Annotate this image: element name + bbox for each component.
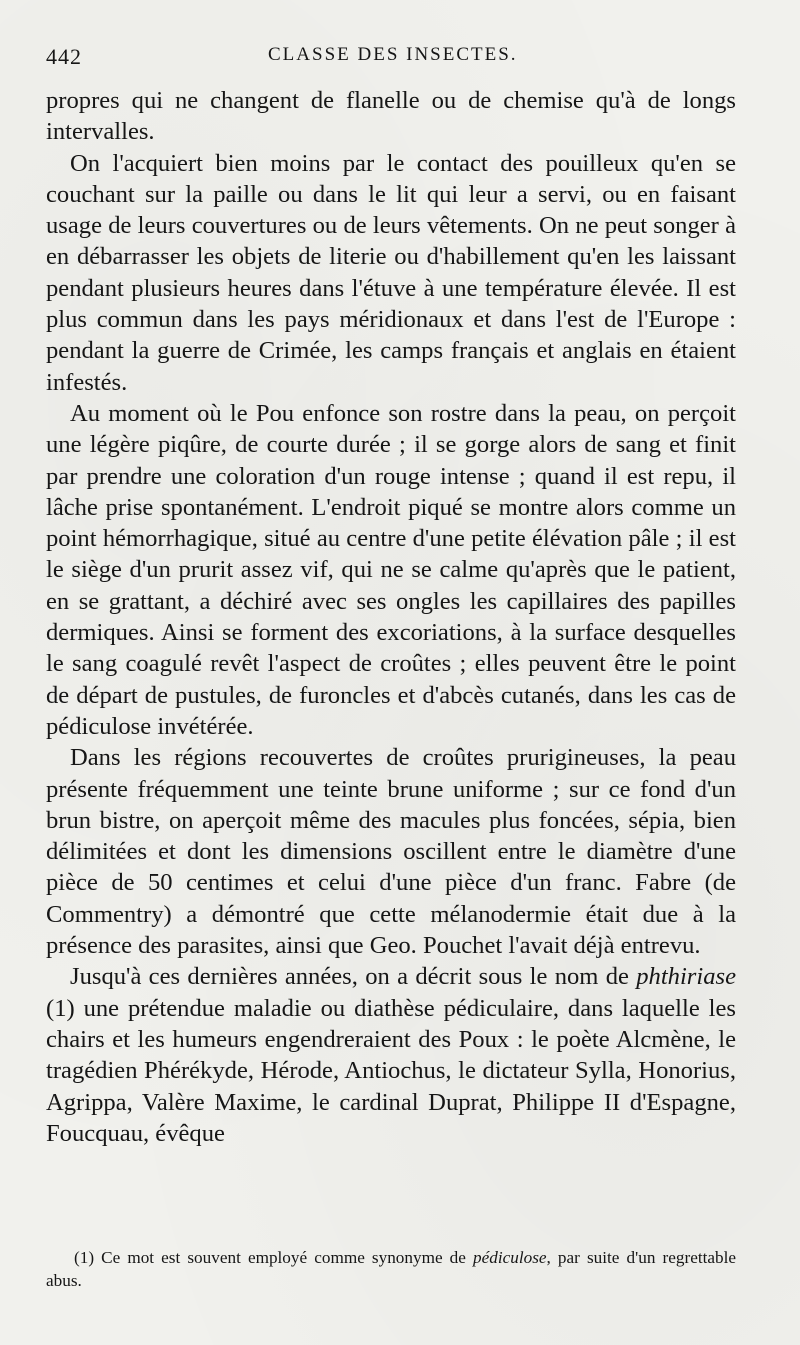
paragraph-last	[46, 961, 736, 1149]
text-span: (1) une prétendue maladie ou diathèse pédiculaire, dans laquelle les chairs et les humeurs engendreraient des Poux : le poète Alcmène, le tragédien Phérékyde, Hérode, Antiochus, le dictateur Sylla, Honorius, Agrippa, Valère Maxime, le cardinal Duprat, Philippe II d'Espagne, Foucquau, évêque	[46, 994, 736, 1147]
text-span: (1) Ce mot est souvent employé comme synonyme de	[74, 1248, 474, 1267]
paragraph-continuation: propres qui ne changent de flanelle ou de chemise qu'à de longs intervalles.	[46, 87, 736, 146]
body-text	[46, 85, 736, 1149]
text-span: Jusqu'à ces dernières années, on a décrit sous le nom de	[70, 963, 637, 991]
footnote-text	[46, 1246, 736, 1292]
running-head: CLASSE DES INSECTES.	[268, 44, 518, 65]
paragraph: On l'acquiert bien moins par le contact des pouilleux qu'en se couchant sur la paille ou dans le lit qui leur a servi, ou en faisant usage de leurs couvertures ou de leurs vêtements. On ne peut songer à en débarrasser les objets de literie ou d'habillement qu'en les laissant pendant plusieurs heures dans l'étuve à une température élevée. Il est plus commun dans les pays méridionaux et dans l'est de l'Europe : pendant la guerre de Crimée, les camps français et anglais en étaient infestés.	[46, 149, 736, 396]
paragraph: Dans les régions recouvertes de croûtes prurigineuses, la peau présente fréquemment une teinte brune uniforme ; sur ce fond d'un brun bistre, on aperçoit même des macules plus foncées, sépia, bien délimitées et dont les dimensions oscillent entre le diamètre d'une pièce de 50 centimes et celui d'une pièce d'un franc. Fabre (de Commentry) a démontré que cette mélanodermie était due à la présence des parasites, ainsi que Geo. Pouchet l'avait déjà entrevu.	[46, 744, 736, 960]
italic-term: phthiriase	[636, 963, 736, 991]
page-header	[46, 40, 736, 74]
italic-term: pédiculose	[473, 1248, 547, 1267]
text-span: , par suite d'un regrettable abus.	[46, 1248, 736, 1290]
page-number: 442	[46, 44, 82, 69]
paragraph: Au moment où le Pou enfonce son rostre dans la peau, on perçoit une légère piqûre, de courte durée ; il se gorge alors de sang et finit par prendre une coloration d'un rouge intense ; quand il est repu, il lâche prise spontanément. L'endroit piqué se montre alors comme un point hémorrhagique, situé au centre d'une petite élévation pâle ; il est le siège d'un prurit assez vif, qui ne se calme qu'après que le patient, en se grattant, a déchiré avec ses ongles les capillaires des papilles dermiques. Ainsi se forment des excoriations, à la surface desquelles le sang coagulé revêt l'aspect de croûtes ; elles peuvent être le point de départ de pustules, de furoncles et d'abcès cutanés, dans les cas de pédiculose invétérée.	[46, 399, 736, 740]
footnote	[46, 1246, 736, 1292]
